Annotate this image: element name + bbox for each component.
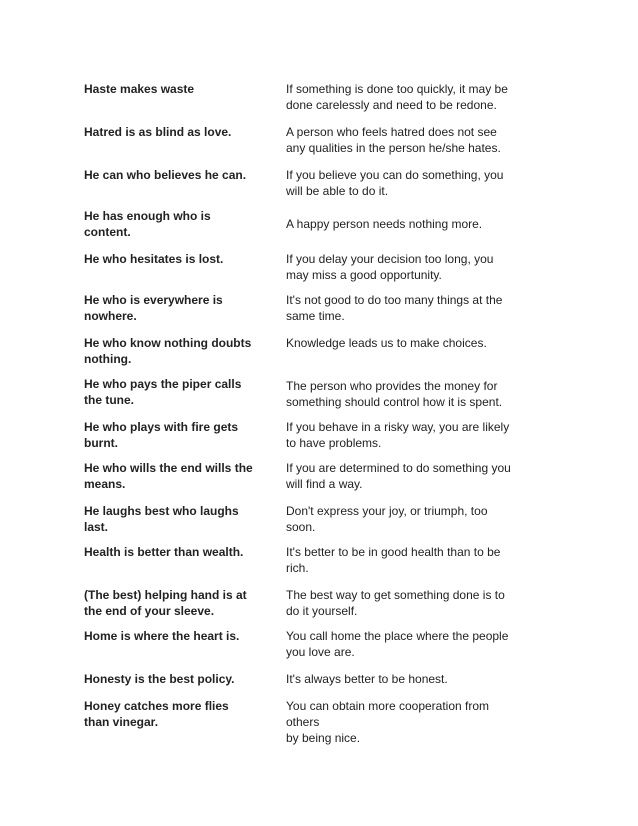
meaning-text: It's better to be in good health than to be rich. [286,545,501,575]
meaning-text: A happy person needs nothing more. [286,217,483,231]
proverb-text: Honey catches more flies than vinegar. [84,699,229,729]
meaning-text: The best way to get something done is to do it yourself. [286,588,505,618]
meaning-text: If you delay your decision too long, you may miss a good opportunity. [286,252,494,282]
meaning-text: The person who provides the money for something should control how it is spent. [286,379,503,409]
proverb-text: He who pays the piper calls the tune. [84,377,242,407]
meaning-text: It's not good to do too many things at the same time. [286,293,503,323]
meaning-text: If you behave in a risky way, you are likely to have problems. [286,420,510,450]
meaning-text: Knowledge leads us to make choices. [286,336,487,350]
proverb-text: He who hesitates is lost. [84,252,224,266]
proverb-text: He who plays with fire gets burnt. [84,420,239,450]
proverb-text: Haste makes waste [84,82,195,96]
meaning-text: It's always better to be honest. [286,672,448,686]
meaning-text: You can obtain more cooperation from others by being nice. [286,699,490,745]
proverb-text: Hatred is as blind as love. [84,125,232,139]
proverb-text: Honesty is the best policy. [84,672,235,686]
meaning-text: You call home the place where the people you love are. [286,629,509,659]
meaning-text: If something is done too quickly, it may be done carelessly and need to be redone. [286,82,508,112]
proverb-text: He who is everywhere is nowhere. [84,293,223,323]
proverb-text: (The best) helping hand is at the end of your sleeve. [84,588,247,618]
proverb-text: Home is where the heart is. [84,629,240,643]
proverb-text: He who know nothing doubts nothing. [84,336,252,366]
meaning-text: If you believe you can do something, you will be able to do it. [286,168,504,198]
proverb-text: He who wills the end wills the means. [84,461,253,491]
proverb-text: He has enough who is content. [84,209,211,239]
proverb-text: He laughs best who laughs last. [84,504,239,534]
meaning-text: A person who feels hatred does not see any qualities in the person he/she hates. [286,125,501,155]
proverb-text: He can who believes he can. [84,168,247,182]
meaning-text: If you are determined to do something you will find a way. [286,461,511,491]
meaning-text: Don't express your joy, or triumph, too soon. [286,504,488,534]
proverb-text: Health is better than wealth. [84,545,244,559]
